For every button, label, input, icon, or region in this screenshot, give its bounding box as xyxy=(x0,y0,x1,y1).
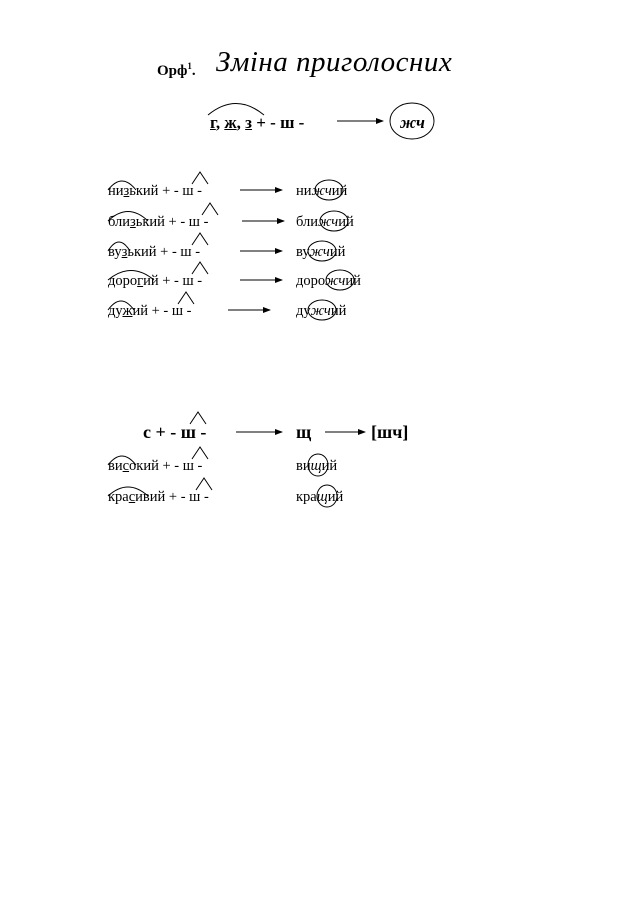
example-row-4-left xyxy=(108,273,202,290)
replacement: жч xyxy=(325,273,346,289)
word-rest: ий xyxy=(345,273,361,289)
replacement: щ xyxy=(310,458,322,474)
word-rest: ий xyxy=(321,458,338,474)
word-rest: ивий + - ш - xyxy=(135,489,209,505)
rule2-sound: [шч] xyxy=(371,422,409,442)
example-row-3-right xyxy=(296,244,345,261)
example2-row-1-left xyxy=(108,458,202,475)
word-start: доро xyxy=(296,273,326,289)
word-start: бли xyxy=(108,214,131,230)
example-row-5-right xyxy=(296,303,346,320)
word-start: ву xyxy=(296,244,310,260)
example-row-2-left xyxy=(108,214,208,231)
word-start: доро xyxy=(108,273,138,289)
replacement: жч xyxy=(309,244,330,260)
replacement: щ xyxy=(316,489,328,505)
changed-letter: ж xyxy=(122,303,133,319)
rule1-result: жч xyxy=(400,113,425,132)
word-rest: ький + - ш - xyxy=(135,214,209,230)
rule1-suffix: + - ш - xyxy=(251,113,305,132)
rule1-letter-g: г xyxy=(210,113,216,132)
replacement: жч xyxy=(311,183,332,199)
word-start: ни xyxy=(108,183,124,199)
word-rest: ий xyxy=(338,214,354,230)
word-start: кра xyxy=(296,489,317,505)
word-rest: окий + - ш - xyxy=(129,458,203,474)
changed-letter: с xyxy=(128,489,136,505)
word-rest: ький + - ш - xyxy=(129,183,202,199)
word-start: ву xyxy=(108,244,122,260)
changed-letter: с xyxy=(122,458,130,474)
example-row-4-right xyxy=(296,273,361,290)
changed-letter: з xyxy=(123,183,130,199)
rule2-formula: с + - ш - xyxy=(143,422,207,442)
word-rest: ий xyxy=(327,489,344,505)
rule1-sep-2: , xyxy=(236,113,246,132)
example-row-1-right xyxy=(296,183,347,200)
word-rest: ький + - ш - xyxy=(127,244,201,260)
changed-letter: з xyxy=(130,214,136,230)
changed-letter: г xyxy=(137,273,144,289)
header-prefix xyxy=(157,61,196,80)
word-start: бли xyxy=(296,214,319,230)
footnote-marker: 1 xyxy=(187,61,192,71)
header-prefix-text: Орф xyxy=(157,63,188,79)
word-start: ни xyxy=(296,183,312,199)
rule1-sep-1: , xyxy=(215,113,225,132)
example-row-1-left xyxy=(108,183,202,200)
example-row-3-left xyxy=(108,244,200,261)
word-rest: ий xyxy=(331,183,348,199)
example-row-5-left xyxy=(108,303,192,320)
word-rest: ий xyxy=(329,244,346,260)
rule1-letter-z: з xyxy=(245,113,252,132)
word-rest: ий + - ш - xyxy=(132,303,192,319)
replacement: жч xyxy=(310,303,331,319)
word-rest: ий xyxy=(330,303,347,319)
rule2-result: щ xyxy=(296,422,312,442)
word-start: ви xyxy=(108,458,123,474)
word-start: ви xyxy=(296,458,311,474)
changed-letter: з xyxy=(121,244,128,260)
word-rest: ий + - ш - xyxy=(143,273,203,289)
rule1-letter-zh: ж xyxy=(224,113,237,132)
example2-row-1-right xyxy=(296,458,337,475)
word-start: ду xyxy=(296,303,311,319)
example2-row-2-left xyxy=(108,489,209,506)
word-start: кра xyxy=(108,489,129,505)
example-row-2-right xyxy=(296,214,354,231)
word-start: ду xyxy=(108,303,123,319)
header-dot: . xyxy=(191,63,196,79)
rule1-formula xyxy=(210,113,304,133)
example2-row-2-right xyxy=(296,489,343,506)
page-title: Зміна приголосних xyxy=(216,46,453,78)
replacement: жч xyxy=(318,214,339,230)
